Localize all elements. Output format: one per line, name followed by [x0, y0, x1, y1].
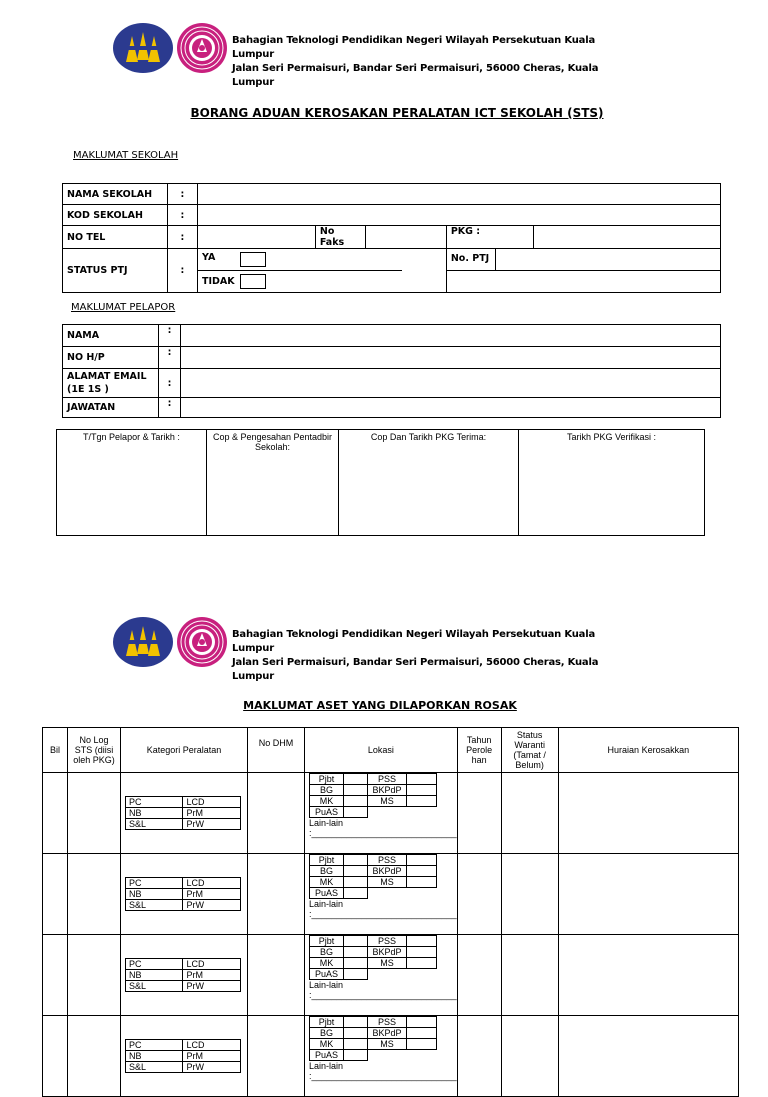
option-ms[interactable]: MS [367, 877, 407, 888]
section-school: MAKLUMAT SEKOLAH [73, 150, 179, 161]
cell-no-log[interactable] [68, 935, 121, 1016]
label-jawatan: JAWATAN [63, 398, 159, 418]
btp-logo-icon [176, 22, 228, 74]
option-nb[interactable]: NB [126, 970, 183, 981]
input-pkg[interactable] [533, 226, 721, 249]
cell-kategori [121, 1016, 248, 1097]
cell-no-dhm[interactable] [248, 1016, 305, 1097]
table-row [43, 1016, 739, 1097]
cell-no-dhm[interactable] [248, 854, 305, 935]
ministry-logo-icon [112, 22, 174, 74]
input-no-ptj[interactable] [496, 249, 720, 270]
label-lain-lain: Lain-lain [309, 818, 344, 828]
cell-tahun[interactable] [457, 854, 501, 935]
checkbox-tidak[interactable] [240, 274, 266, 289]
cell-no-log[interactable] [68, 773, 121, 854]
cell-no-log[interactable] [68, 1016, 121, 1097]
header-tahun: Tahun Perole han [457, 728, 501, 773]
lokasi-options [309, 1016, 437, 1061]
option-sl[interactable]: S&L [126, 819, 183, 830]
cell-kategori [121, 854, 248, 935]
assets-title: MAKLUMAT ASET YANG DILAPORKAN ROSAK [243, 699, 517, 712]
cell-huraian[interactable] [558, 935, 738, 1016]
header-line-2: Jalan Seri Permaisuri, Bandar Seri Permaisuri, 56000 Cheras, Kuala Lumpur [232, 657, 599, 682]
kategori-options [125, 1039, 241, 1073]
option-sl[interactable]: S&L [126, 981, 183, 992]
form-title: BORANG ADUAN KEROSAKAN PERALATAN ICT SEKOLAH (STS) [190, 106, 604, 120]
label-no-tel: NO TEL [63, 226, 168, 249]
cell-no-log[interactable] [68, 854, 121, 935]
letterhead-top [112, 22, 632, 88]
option-pjbt[interactable]: Pjbt [310, 774, 344, 785]
option-pc[interactable]: PC [126, 1040, 183, 1051]
input-jawatan[interactable] [181, 398, 721, 418]
option-mk[interactable]: MK [310, 1039, 344, 1050]
cell-kategori [121, 935, 248, 1016]
cell-bil[interactable] [43, 1016, 68, 1097]
option-nb[interactable]: NB [126, 889, 183, 900]
header-line-2: Jalan Seri Permaisuri, Bandar Seri Permaisuri, 56000 Cheras, Kuala Lumpur [232, 63, 599, 88]
option-nb[interactable]: NB [126, 1051, 183, 1062]
option-lcd[interactable]: LCD [183, 959, 241, 970]
option-prm[interactable]: PrM [183, 808, 241, 819]
input-nama[interactable] [181, 325, 721, 347]
cell-tahun[interactable] [457, 773, 501, 854]
lokasi-options [309, 773, 437, 818]
option-prm[interactable]: PrM [183, 889, 241, 900]
option-lcd[interactable]: LCD [183, 1040, 241, 1051]
signature-table [56, 429, 705, 536]
option-pc[interactable]: PC [126, 878, 183, 889]
option-ms[interactable]: MS [367, 958, 407, 969]
label-no-hp: NO H/P [63, 347, 159, 369]
option-mk[interactable]: MK [310, 958, 344, 969]
label-kod-sekolah: KOD SEKOLAH [63, 205, 168, 226]
input-no-faks[interactable] [366, 226, 447, 249]
label-lain-lain: Lain-lain [309, 980, 344, 990]
option-prw[interactable]: PrW [183, 981, 241, 992]
option-bg[interactable]: BG [310, 1028, 344, 1039]
input-no-tel[interactable] [198, 226, 316, 249]
option-bkpdp[interactable]: BKPdP [367, 785, 407, 796]
checkbox-ya[interactable] [240, 252, 266, 267]
option-prm[interactable]: PrM [183, 970, 241, 981]
btp-logo-icon [176, 616, 228, 668]
label-lain-lain: Lain-lain [309, 1061, 344, 1071]
signature-pkg-terima[interactable]: Cop Dan Tarikh PKG Terima: [339, 430, 519, 536]
table-row [43, 773, 739, 854]
label-nama: NAMA [63, 325, 159, 347]
label-ya: YA [202, 252, 216, 263]
cell-huraian[interactable] [558, 1016, 738, 1097]
label-status-ptj: STATUS PTJ [63, 249, 168, 293]
option-sl[interactable]: S&L [126, 900, 183, 911]
option-sl[interactable]: S&L [126, 1062, 183, 1073]
option-bkpdp[interactable]: BKPdP [367, 1028, 407, 1039]
cell-waranti[interactable] [501, 854, 558, 935]
option-bg[interactable]: BG [310, 947, 344, 958]
option-pss[interactable]: PSS [367, 1017, 407, 1028]
kategori-options [125, 796, 241, 830]
kategori-options [125, 877, 241, 911]
lokasi-options [309, 854, 437, 899]
signature-pelapor[interactable]: T/Tgn Pelapor & Tarikh : [57, 430, 207, 536]
header-lokasi: Lokasi [305, 728, 458, 773]
cell-tahun[interactable] [457, 935, 501, 1016]
option-mk[interactable]: MK [310, 796, 344, 807]
header-no-dhm: No DHM [248, 728, 305, 773]
cell-waranti[interactable] [501, 1016, 558, 1097]
input-alamat-email[interactable] [181, 369, 721, 398]
label-no-faks: No Faks [315, 226, 365, 249]
input-lain-lain[interactable]: :_____________________________ [309, 909, 457, 919]
option-pss[interactable]: PSS [367, 936, 407, 947]
option-puas[interactable]: PuAS [310, 888, 344, 899]
option-nb[interactable]: NB [126, 808, 183, 819]
cell-no-dhm[interactable] [248, 935, 305, 1016]
kategori-options [125, 958, 241, 992]
option-ms[interactable]: MS [367, 796, 407, 807]
option-pjbt[interactable]: Pjbt [310, 936, 344, 947]
label-no-ptj: No. PTJ [447, 249, 496, 270]
input-no-hp[interactable] [181, 347, 721, 369]
option-pss[interactable]: PSS [367, 855, 407, 866]
cell-bil[interactable] [43, 935, 68, 1016]
cell-lokasi [305, 1016, 458, 1097]
option-pc[interactable]: PC [126, 959, 183, 970]
option-bkpdp[interactable]: BKPdP [367, 947, 407, 958]
cell-huraian[interactable] [558, 773, 738, 854]
cell-lokasi [305, 935, 458, 1016]
option-prw[interactable]: PrW [183, 1062, 241, 1073]
cell-waranti[interactable] [501, 773, 558, 854]
cell-waranti[interactable] [501, 935, 558, 1016]
signature-pkg-verifikasi[interactable]: Tarikh PKG Verifikasi : [519, 430, 705, 536]
section-reporter: MAKLUMAT PELAPOR [71, 302, 176, 313]
ministry-logo-icon [112, 616, 174, 668]
cell-bil[interactable] [43, 854, 68, 935]
input-lain-lain[interactable]: :_____________________________ [309, 828, 457, 838]
input-lain-lain[interactable]: :_____________________________ [309, 990, 457, 1000]
letterhead-bottom [112, 616, 632, 682]
label-tidak: TIDAK [202, 276, 235, 287]
cell-bil[interactable] [43, 773, 68, 854]
option-prw[interactable]: PrW [183, 819, 241, 830]
cell-huraian[interactable] [558, 854, 738, 935]
header-line-1: Bahagian Teknologi Pendidikan Negeri Wilayah Persekutuan Kuala Lumpur [232, 629, 595, 654]
table-row [43, 854, 739, 935]
cell-tahun[interactable] [457, 1016, 501, 1097]
cell-kategori [121, 773, 248, 854]
option-ms[interactable]: MS [367, 1039, 407, 1050]
input-lain-lain[interactable]: :_____________________________ [309, 1071, 457, 1081]
option-prw[interactable]: PrW [183, 900, 241, 911]
header-no-log: No Log STS (diisi oleh PKG) [68, 728, 121, 773]
option-mk[interactable]: MK [310, 877, 344, 888]
table-row [43, 935, 739, 1016]
option-pjbt[interactable]: Pjbt [310, 1017, 344, 1028]
option-lcd[interactable]: LCD [183, 797, 241, 808]
input-nama-sekolah[interactable] [198, 184, 721, 205]
label-lain-lain: Lain-lain [309, 899, 344, 909]
option-puas[interactable]: PuAS [310, 807, 344, 818]
option-puas[interactable]: PuAS [310, 1050, 344, 1061]
option-bg[interactable]: BG [310, 785, 344, 796]
option-pc[interactable]: PC [126, 797, 183, 808]
option-puas[interactable]: PuAS [310, 969, 344, 980]
header-bil: Bil [43, 728, 68, 773]
label-pkg: PKG : [446, 226, 533, 249]
school-table: NAMA SEKOLAH : KOD SEKOLAH : NO TEL : No Faks PKG : STATUS PTJ : YA TIDAK No. PTJ [62, 183, 721, 293]
cell-no-dhm[interactable] [248, 773, 305, 854]
header-huraian: Huraian Kerosakkan [558, 728, 738, 773]
option-bg[interactable]: BG [310, 866, 344, 877]
option-prm[interactable]: PrM [183, 1051, 241, 1062]
cell-lokasi [305, 773, 458, 854]
option-lcd[interactable]: LCD [183, 878, 241, 889]
cell-lokasi [305, 854, 458, 935]
label-nama-sekolah: NAMA SEKOLAH [63, 184, 168, 205]
option-pjbt[interactable]: Pjbt [310, 855, 344, 866]
header-line-1: Bahagian Teknologi Pendidikan Negeri Wilayah Persekutuan Kuala Lumpur [232, 35, 595, 60]
header-kategori: Kategori Peralatan [121, 728, 248, 773]
asset-table [42, 727, 739, 1097]
reporter-table: NAMA : NO H/P : ALAMAT EMAIL (1E 1S ) : JAWATAN : [62, 324, 721, 418]
option-pss[interactable]: PSS [367, 774, 407, 785]
label-alamat-email: ALAMAT EMAIL (1E 1S ) [63, 369, 159, 398]
lokasi-options [309, 935, 437, 980]
header-waranti: Status Waranti (Tamat / Belum) [501, 728, 558, 773]
signature-pentadbir[interactable]: Cop & Pengesahan Pentadbir Sekolah: [207, 430, 339, 536]
option-bkpdp[interactable]: BKPdP [367, 866, 407, 877]
input-kod-sekolah[interactable] [198, 205, 721, 226]
